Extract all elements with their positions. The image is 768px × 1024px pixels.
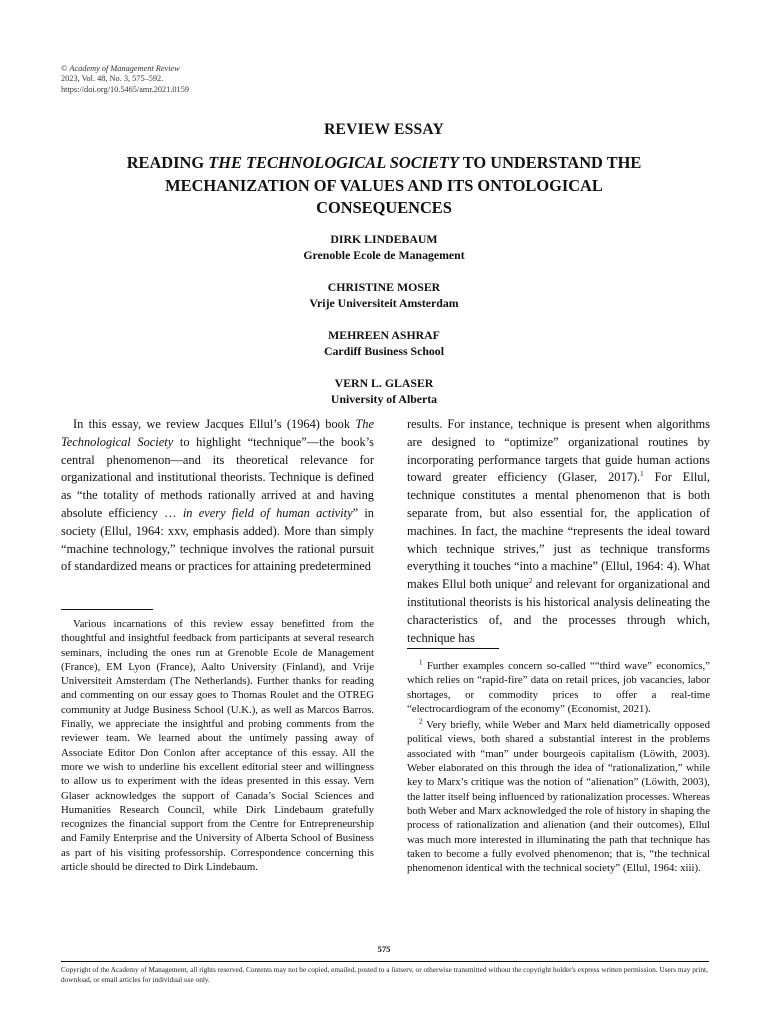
author-block [0,280,768,311]
footnotes-right [407,659,710,875]
author-block [0,328,768,359]
journal-name: Academy of Management Review [69,64,180,73]
title-book: THE TECHNOLOGICAL SOCIETY [208,153,459,172]
author-name: VERN L. GLASER [334,376,434,390]
footnote-divider-left [61,609,153,610]
author-name: DIRK LINDEBAUM [330,232,438,246]
author-block [0,376,768,407]
author-affiliation: Grenoble Ecole de Management [303,247,465,262]
copyright-notice: Copyright of the Academy of Management, all rights reserved. Contents may not be copied, emailed, posted to a listserv, or otherwise transmitted without the copyright holder's express written permission. Users may print, download, or email articles for individual use only. [61,965,708,985]
footer-divider [61,961,709,962]
emphasis-italic: in every field of human activity [182,505,353,520]
author-block [0,232,768,263]
acknowledgment-footnote [61,617,374,874]
body-column-right [407,416,710,647]
body-text-run: and relevant for organizational and institutional theorists is his historical analysis delineating the characteristics of, and the processes through which, technique has [407,577,711,645]
body-text-run: ” in society (Ellul, 1964: xxv, emphasis added). More than simply “machine technology,” technique involves the rational pursuit of standardized means or practices for attaining predetermined [61,505,374,574]
footnote-number: 2 [419,717,423,726]
body-column-left [61,416,374,576]
section-heading: REVIEW ESSAY [324,121,444,138]
author-name: CHRISTINE MOSER [327,280,441,294]
doi-link[interactable]: https://doi.org/10.5465/amr.2021.0159 [61,84,189,94]
author-name: MEHREEN ASHRAF [328,328,440,342]
acknowledgment-text: Various incarnations of this review essay benefitted from the thoughtful and insightful feedback from participants at several research seminars, including the ones run at Grenoble Ecole de Management (France), EM Lyon (France), Aalto University (Finland), and Vrije Universiteit Amsterdam (The Netherlands). Further thanks for reading and commenting on our essay goes to Thomas Roulet and the OTREG community at Judge Business School (U.K.), as well as Marcos Barros. Finally, we appreciate the insightful and probing comments from the reviewer team. We learned about the untimely passing away of Associate Editor Don Conlon after acceptance of this essay. All the more we wish to underline his excellent editorial steer and willingness to allow us to experiment with the ideas presented in this essay. Vern Glaser acknowledges the support of Canada’s Social Sciences and Humanities Research Council, while Dirk Lindebaum gratefully recognizes the financial support from the Centre for Entrepreneurship and Family Enterprise and the University of Alberta School of Business as part of his visiting professorship. Correspondence concerning this article should be directed to Dirk Lindebaum. [61,618,374,874]
journal-metadata [61,64,189,95]
title-part-2: TO UNDERSTAND THE MECHANIZATION OF VALUES AND ITS ONTOLOGICAL CONSEQUENCES [165,153,642,217]
body-text-run: results. For instance, technique is present when algorithms are designed to “optimize” organizational routines by incorporating performance targets that guide human actions toward greater efficiency (Glaser, 2017). [407,417,710,485]
article-title [100,152,668,220]
body-paragraph [407,416,710,647]
footnote-ref-2[interactable]: 2 [528,577,533,586]
title-part-1: READING [126,153,209,172]
author-list [0,232,768,424]
body-paragraph [61,416,374,576]
author-affiliation: University of Alberta [330,391,438,406]
footnote-number: 1 [419,658,423,667]
footnote-text: Further examples concern so-called ““third wave” economics,” which relies on “rapid-fire” data on retail prices, job vacancies, labor shortages, or commodity prices to offer a real-time “electrocardiogram of the economy” (Economist, 2021). [407,660,710,715]
book-title-italic: The Technological Society [61,417,374,449]
body-text-run: to highlight “technique”—the book’s central phenomenon—and its theoretical relevance for organizational and institutional theorists. Technique is defined as “the totality of methods rationally arrived at and having absolute efficiency … [61,434,375,520]
page-number: 575 [377,944,391,954]
author-affiliation: Vrije Universiteit Amsterdam [309,295,459,310]
body-text-run: In this essay, we review Jacques Ellul’s (1964) book [73,417,356,431]
body-text-run: For Ellul, technique constitutes a mental phenomenon that is both separate from, but also essential for, the application of machines. In fact, the machine “represents the ideal toward which technique strives,” just as technique transforms everything it touches “into a machine” (Ellul, 1964: 4). What makes Ellul both unique [407,470,710,592]
author-affiliation: Cardiff Business School [324,343,444,358]
volume-line: 2023, Vol. 48, No. 3, 575–592. [61,74,164,84]
footnote-divider-right [407,648,499,649]
footnote-1 [407,659,710,716]
footnote-text: Very briefly, while Weber and Marx held diametrically opposed political views, both shared a substantial interest in the problems associated with “man” under bourgeois capitalism (Löwith, 2003). Weber elaborated on this through the idea of “rationalization,” while key to Marx’s critique was the notion of “alienation” (Löwith, 2003), the latter itself being influenced by rationalization processes. Whereas both Weber and Marx acknowledged the role of history in shaping the process of rationalization and alienation (and their outcomes), Ellul was much more interested in illuminating the path that technique has taken to become a fully evolved phenomenon; that is, “the technical phenomenon identical with the technical society” (Ellul, 1964: xiii). [407,719,710,875]
footnote-ref-1[interactable]: 1 [640,470,644,479]
footnote-2 [407,718,710,875]
journal-name-line: © Academy of Management Review [61,64,180,73]
